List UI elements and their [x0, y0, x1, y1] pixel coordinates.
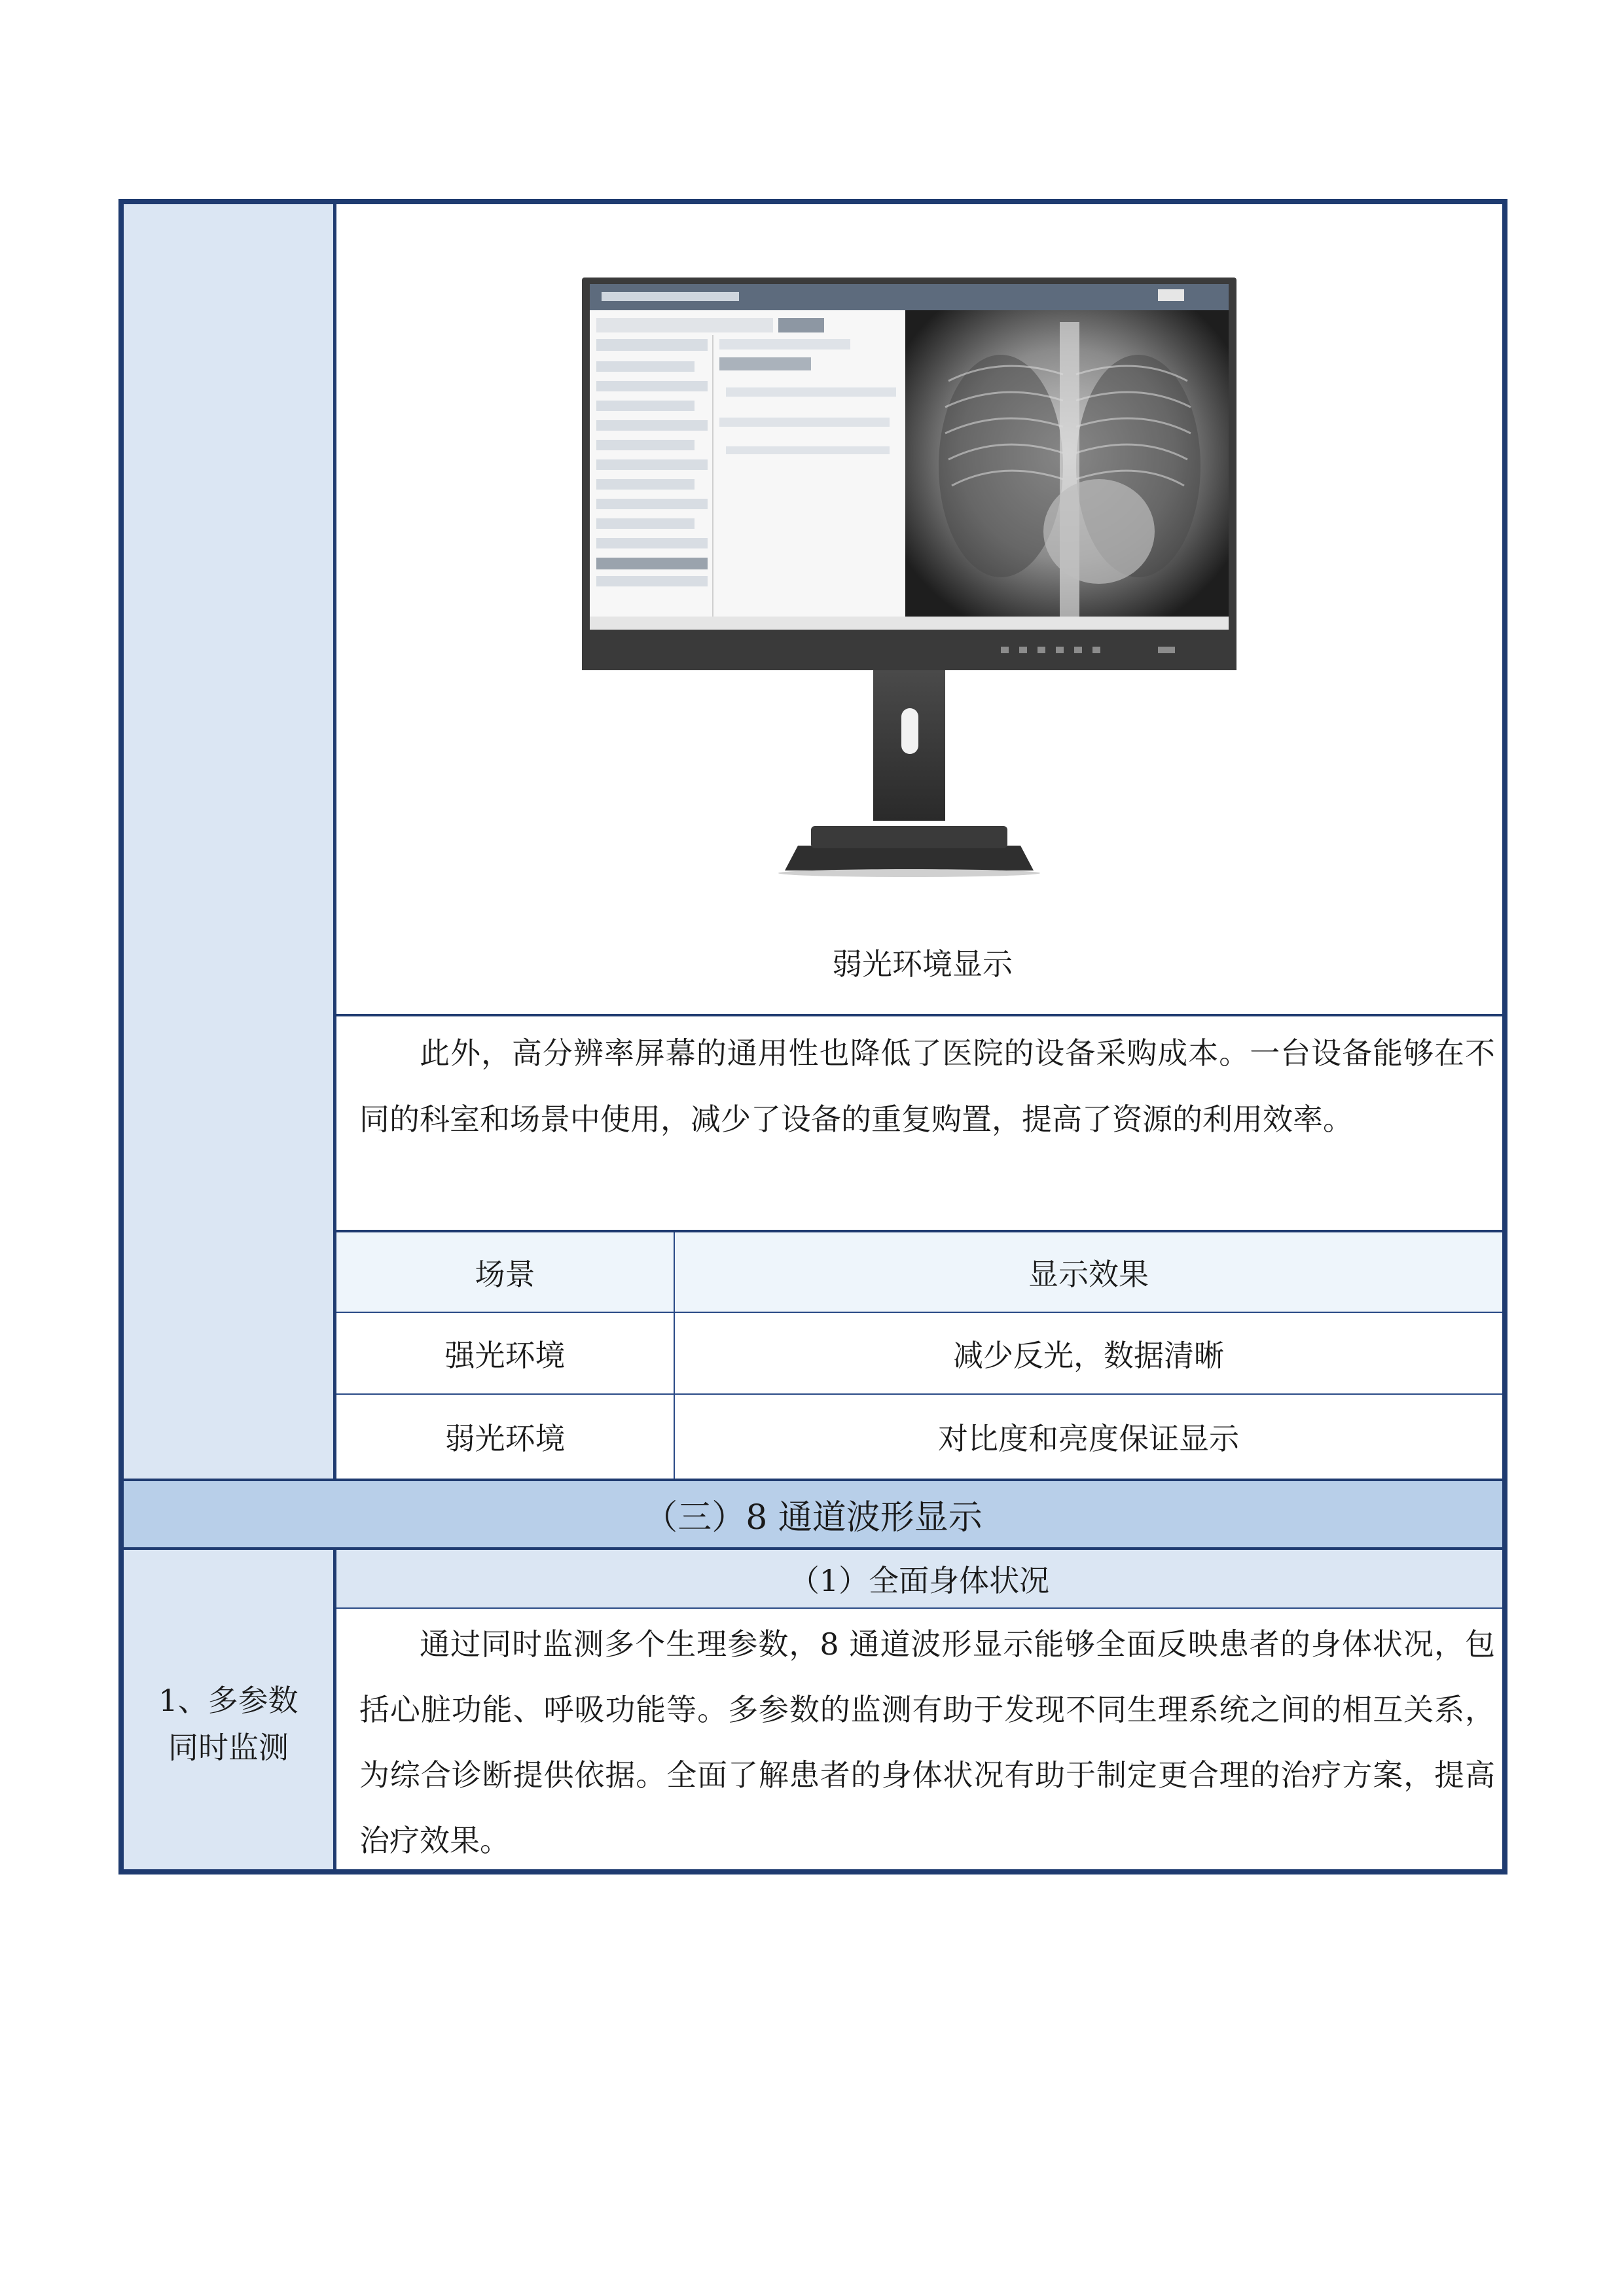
- intro-paragraph: 此外，高分辨率屏幕的通用性也降低了医院的设备采购成本。一台设备能够在不同的科室和场景中使用，减少了设备的重复购置，提高了资源的利用效率。: [359, 1035, 1495, 1137]
- left-label-line-1: 1、多参数: [158, 1683, 298, 1718]
- table-row-1-scene: 强光环境: [444, 1337, 566, 1373]
- monitor-illustration: [582, 270, 1318, 924]
- left-label-line-2: 同时监测: [168, 1730, 289, 1765]
- table-row-2-scene: 弱光环境: [444, 1421, 566, 1456]
- table-header-scene: 场景: [475, 1256, 535, 1292]
- subheading: （1）全面身体状况: [789, 1563, 1050, 1598]
- figure-caption: 弱光环境显示: [832, 946, 1013, 982]
- left-column-top: [124, 204, 333, 1479]
- section-title: （三）8 通道波形显示: [643, 1498, 983, 1537]
- table-row-1-effect: 减少反光，数据清晰: [953, 1337, 1224, 1373]
- subheading-rule: [336, 1607, 1502, 1609]
- section-paragraph: 通过同时监测多个生理参数，8 通道波形显示能够全面反映患者的身体状况，包括心脏功能、呼吸功能等。多参数的监测有助于发现不同生理系统之间的相互关系，为综合诊断提供依据。全面了解患者的身体状况有助于制定更合理的治疗方案，提高治疗效果。: [359, 1626, 1495, 1858]
- document-frame: [118, 199, 1507, 1874]
- figure-bottom-rule: [336, 1014, 1502, 1016]
- left-label-multi-parameter: [124, 1677, 333, 1771]
- table-header-effect: 显示效果: [1028, 1256, 1149, 1292]
- table-row-2-effect: 对比度和亮度保证显示: [938, 1421, 1239, 1456]
- figure-monitor-image: [582, 270, 1318, 924]
